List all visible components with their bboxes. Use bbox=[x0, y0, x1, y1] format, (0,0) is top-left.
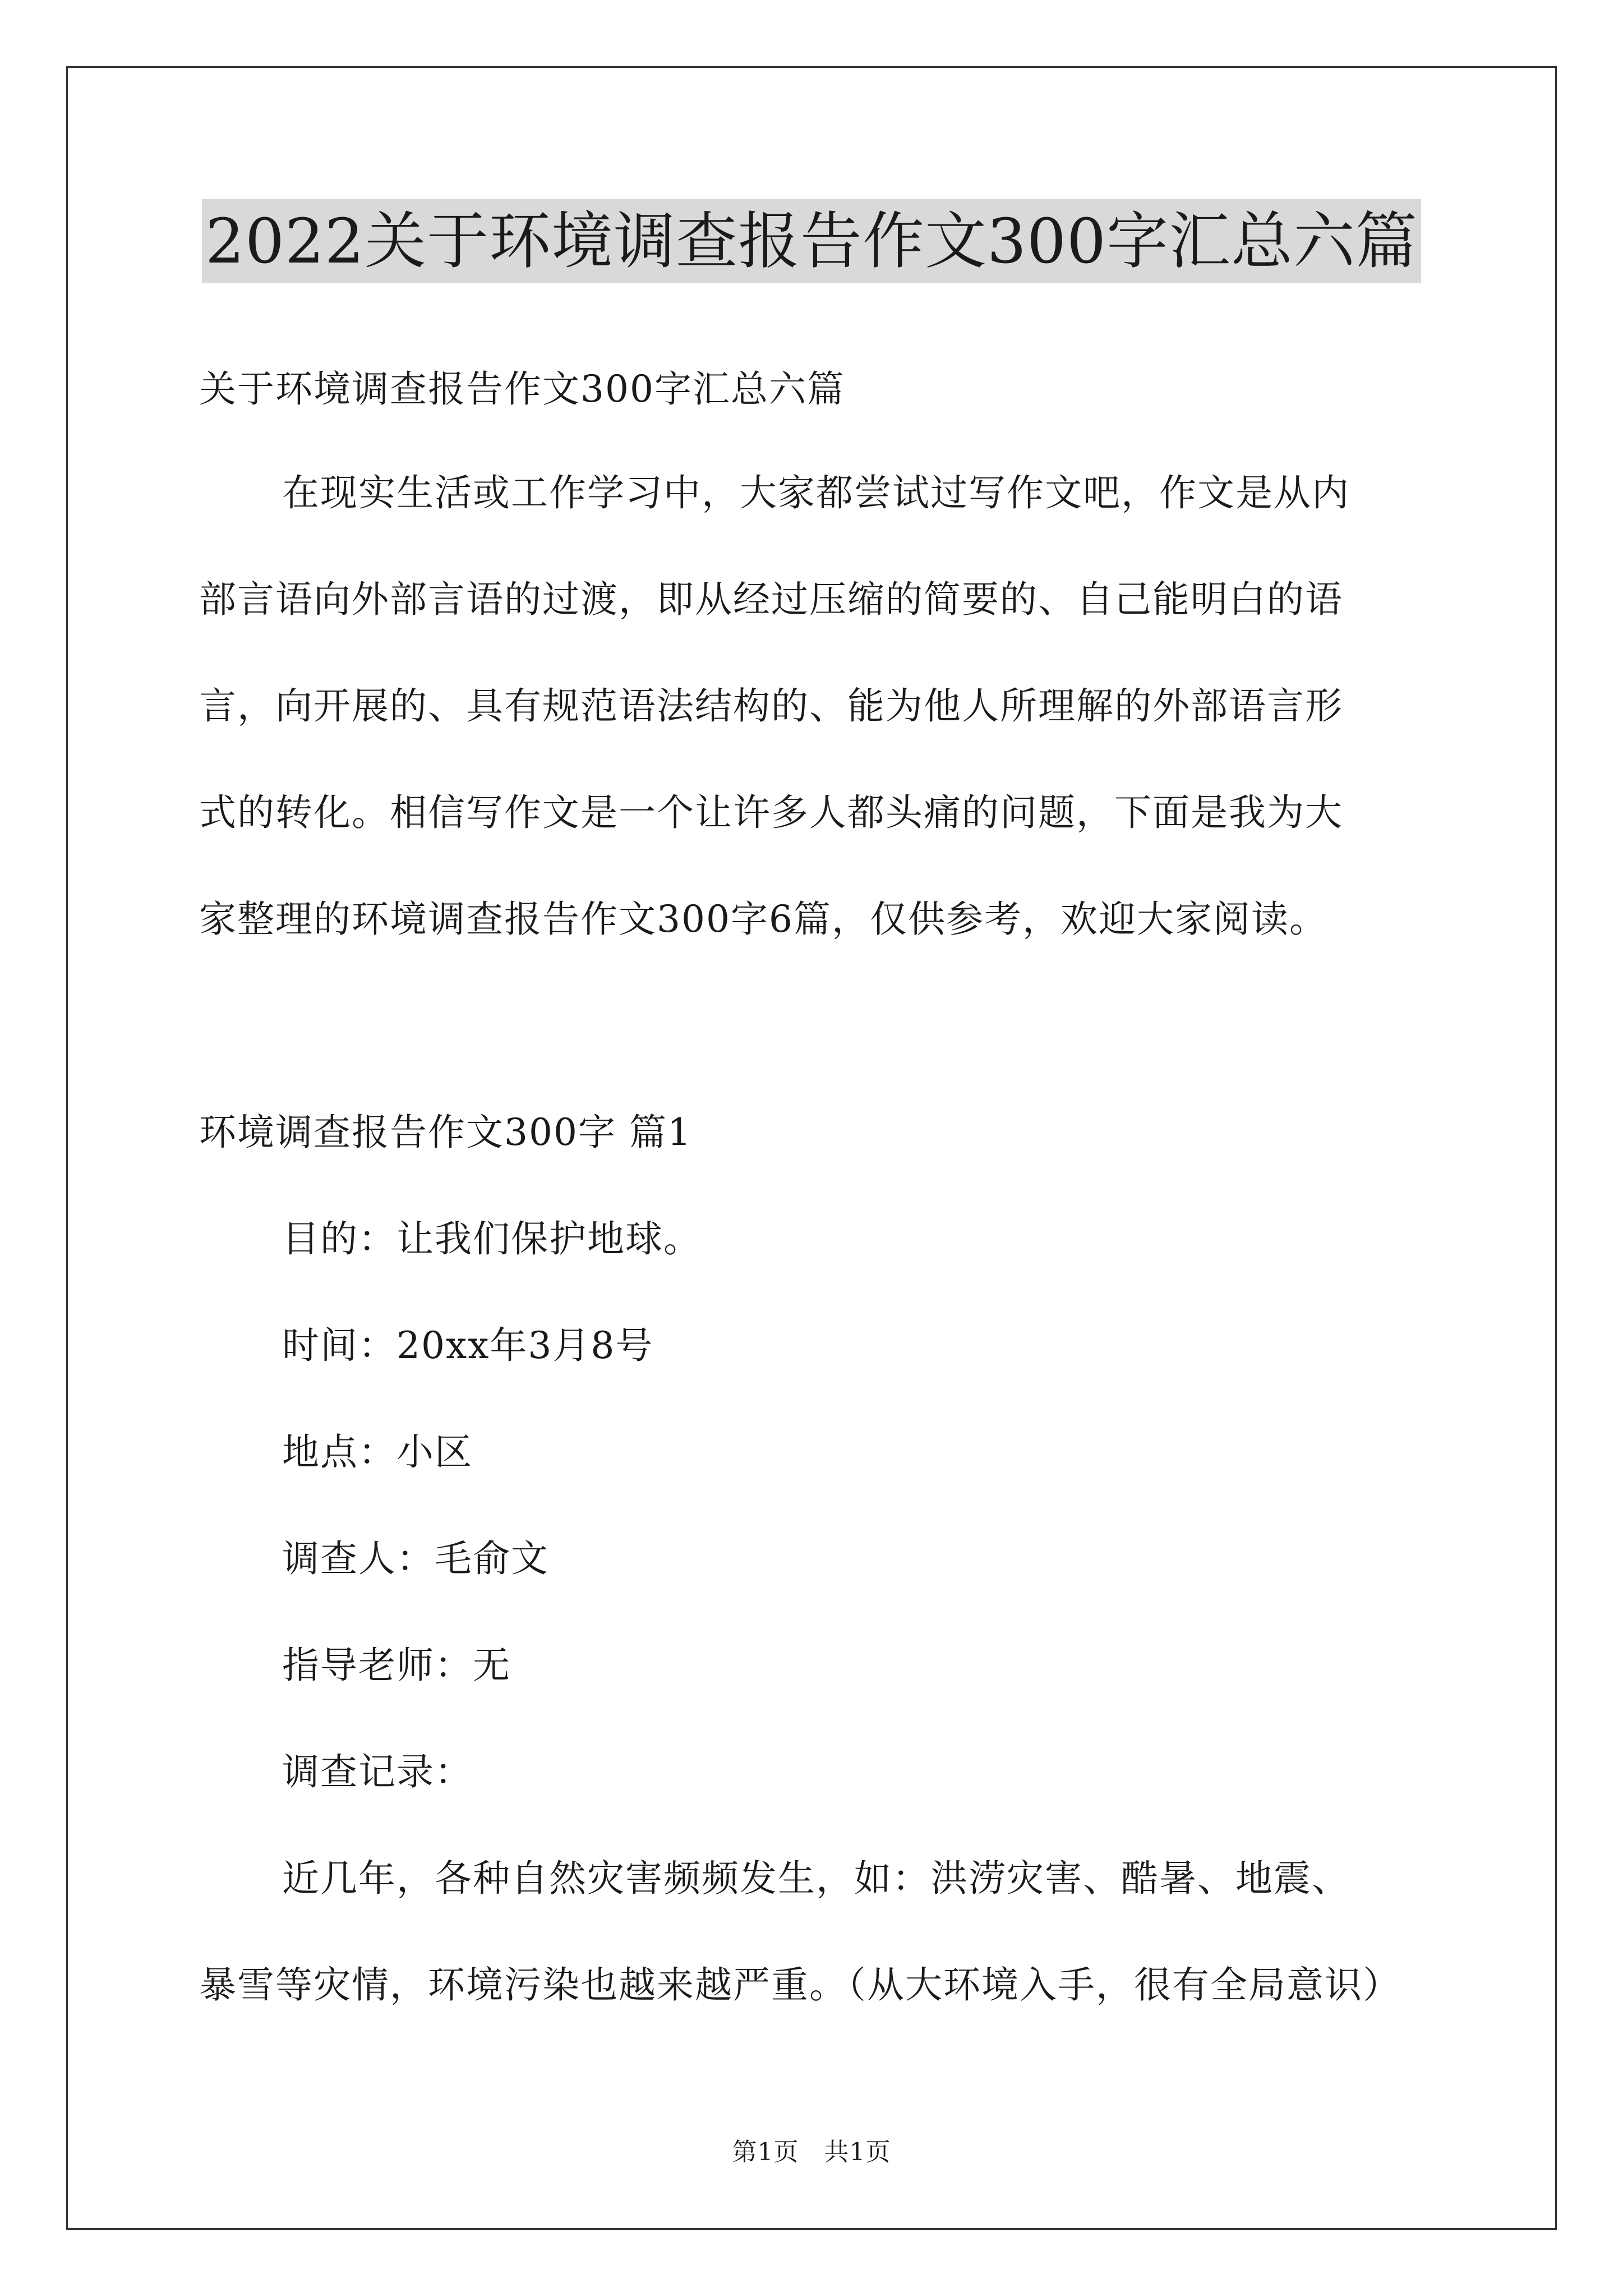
field-time: 时间：20xx年3月8号 bbox=[282, 1324, 654, 1367]
document-subtitle: 关于环境调查报告作文300字汇总六篇 bbox=[199, 367, 845, 411]
intro-line: 式的转化。相信写作文是一个让许多人都头痛的问题，下面是我为大 bbox=[199, 791, 1343, 834]
record-line: 近几年，各种自然灾害频频发生，如：洪涝灾害、酷暑、地震、 bbox=[282, 1857, 1350, 1900]
intro-line: 家整理的环境调查报告作文300字6篇，仅供参考，欢迎大家阅读。 bbox=[199, 898, 1327, 941]
page-footer: 第1页 共1页 bbox=[732, 2138, 891, 2166]
field-advisor: 指导老师：无 bbox=[282, 1644, 511, 1687]
field-record: 调查记录： bbox=[282, 1750, 473, 1793]
intro-line: 言，向开展的、具有规范语法结构的、能为他人所理解的外部语言形 bbox=[199, 684, 1343, 728]
intro-line: 在现实生活或工作学习中，大家都尝试过写作文吧，作文是从内 bbox=[282, 471, 1350, 514]
field-investigator: 调查人：毛俞文 bbox=[282, 1537, 549, 1580]
field-location: 地点：小区 bbox=[282, 1430, 473, 1474]
intro-line: 部言语向外部言语的过渡，即从经过压缩的简要的、自己能明白的语 bbox=[199, 578, 1343, 621]
record-line: 暴雪等灾情，环境污染也越来越严重。（从大环境入手，很有全局意识） bbox=[199, 1963, 1401, 2007]
section-heading: 环境调查报告作文300字 篇1 bbox=[199, 1111, 692, 1154]
document-title: 2022关于环境调查报告作文300字汇总六篇 bbox=[202, 199, 1421, 283]
title-container bbox=[0, 199, 1623, 283]
field-purpose: 目的：让我们保护地球。 bbox=[282, 1217, 702, 1260]
